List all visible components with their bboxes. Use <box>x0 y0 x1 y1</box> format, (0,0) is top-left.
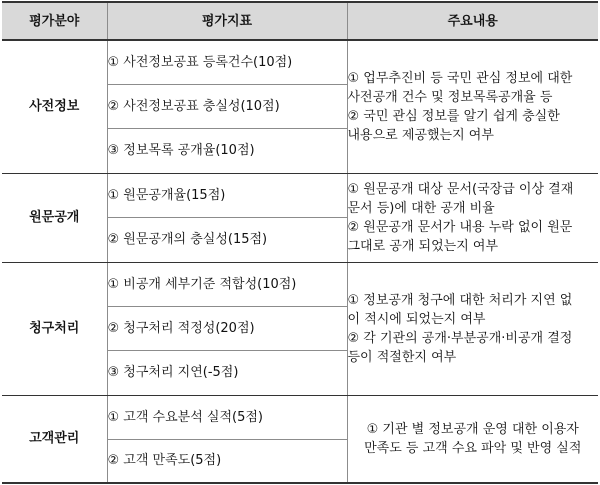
content-line: ② 국민 관심 정보를 알기 쉽게 충실한 <box>347 108 560 124</box>
content-line: 만족도 등 고객 수요 파악 및 반영 실적 <box>364 440 582 456</box>
content-line: 이 적시에 되었는지 여부 <box>347 311 486 327</box>
content-line: ① 기관 별 정보공개 운영 대한 이용자 <box>366 421 579 437</box>
area-cell: 고객관리 <box>2 395 107 483</box>
evaluation-table <box>2 1 598 484</box>
content-line: ① 업무추진비 등 국민 관심 정보에 대한 <box>347 70 573 86</box>
content-cell <box>347 395 598 483</box>
indicator-cell: ② 고객 만족도(5점) <box>107 439 347 483</box>
content-line: 등이 적절한지 여부 <box>347 349 457 365</box>
indicator-cell: ③ 청구처리 지연(-5점) <box>107 350 347 395</box>
content-line: ② 각 기관의 공개·부분공개·비공개 결정 <box>347 330 573 346</box>
table-row <box>2 262 598 306</box>
area-cell: 원문공개 <box>2 173 107 262</box>
table-row <box>2 173 598 217</box>
table-row <box>2 40 598 84</box>
content-line: ① 정보공개 청구에 대한 처리가 지연 없 <box>347 292 573 308</box>
table-row <box>2 395 598 439</box>
area-cell: 사전정보 <box>2 40 107 173</box>
indicator-cell: ① 사전정보공표 등록건수(10점) <box>107 40 347 84</box>
content-cell <box>347 173 598 262</box>
indicator-cell: ② 사전정보공표 충실성(10점) <box>107 84 347 128</box>
header-content: 주요내용 <box>347 2 598 40</box>
indicator-cell: ① 비공개 세부기준 적합성(10점) <box>107 262 347 306</box>
indicator-cell: ① 원문공개율(15점) <box>107 173 347 217</box>
indicator-cell: ② 원문공개의 충실성(15점) <box>107 217 347 262</box>
indicator-cell: ③ 정보목록 공개율(10점) <box>107 128 347 173</box>
indicator-cell: ② 청구처리 적정성(20점) <box>107 306 347 350</box>
content-cell <box>347 262 598 395</box>
content-line: ① 원문공개 대상 문서(국장급 이상 결재 <box>347 181 574 197</box>
indicator-cell: ① 고객 수요분석 실적(5점) <box>107 395 347 439</box>
header-indicator: 평가지표 <box>107 2 347 40</box>
content-line: 문서 등)에 대한 공개 비율 <box>347 200 495 216</box>
content-line: ② 원문공개 문서가 내용 누락 없이 원문 <box>347 219 573 235</box>
content-line: 사전공개 건수 및 정보목록공개율 등 <box>347 89 553 105</box>
header-row <box>2 2 598 40</box>
content-line: 내용으로 제공했는지 여부 <box>347 127 494 143</box>
header-area: 평가분야 <box>2 2 107 40</box>
content-cell <box>347 40 598 173</box>
content-line: 그대로 공개 되었는지 여부 <box>347 238 499 254</box>
area-cell: 청구처리 <box>2 262 107 395</box>
